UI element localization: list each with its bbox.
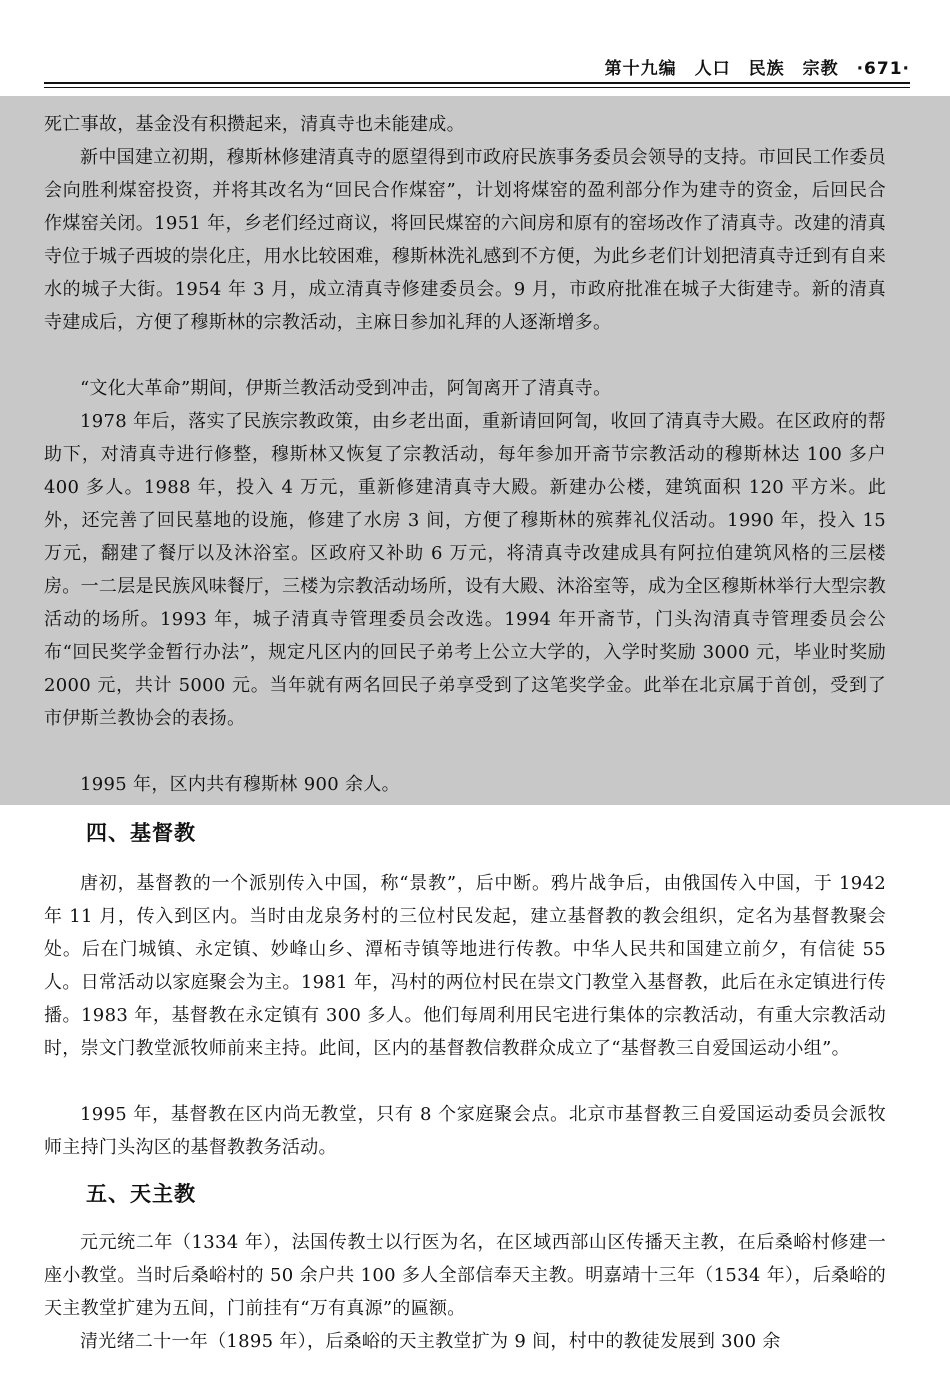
page-header [44,54,910,82]
paragraph-mosque-1978: 1978 年后，落实了民族宗教政策，由乡老出面，重新请回阿訇，收回了清真寺大殿。在区政府的帮助下，对清真寺进行修整，穆斯林又恢复了宗教活动，每年参加开斋节宗教活动的穆斯林达 100 多户 400 多人。1988 年，投入 4 万元，重新修建清真寺大殿。新建办公楼，建筑面积 120 平方米。此外，还完善了回民墓地的设施，修建了水房 3 间，方便了穆斯林的殡葬礼仪活动。1990 年，投入 15 万元，翻建了餐厅以及沐浴室。区政府又补助 6 万元，将清真寺改建成具有阿拉伯建筑风格的三层楼房。一二层是民族风味餐厅，三楼为宗教活动场所，设有大殿、沐浴室等，成为全区穆斯林举行大型宗教活动的场所。1993 年，城子清真寺管理委员会改选。1994 年开斋节，门头沟清真寺管理委员会公布“回民奖学金暂行办法”，规定凡区内的回民子弟考上公立大学的，入学时奖励 3000 元，毕业时奖励 2000 元，共计 5000 元。当年就有两名回民子弟享受到了这笔奖学金。此举在北京属于首创，受到了市伊斯兰教协会的表扬。 [44,411,886,729]
paragraph-catholicism-1895: 清光绪二十一年（1895 年），后桑峪的天主教堂扩为 9 间，村中的教徒发展到 300 余 [80,1331,781,1352]
heading-christianity: 四、基督教 [86,821,196,845]
paragraph-mosque-early-prc: 新中国建立初期，穆斯林修建清真寺的愿望得到市政府民族事务委员会领导的支持。市回民工作委员会向胜利煤窑投资，并将其改名为“回民合作煤窑”，计划将煤窑的盈利部分作为建寺的资金，后回民合作煤窑关闭。1951 年，乡老们经过商议，将回民煤窑的六间房和原有的窑场改作了清真寺。改建的清真寺位于城子西坡的崇化庄，用水比较困难，穆斯林洗礼感到不方便，为此乡老们计划把清真寺迁到有自来水的城子大街。1954 年 3 月，成立清真寺修建委员会。9 月，市政府批准在城子大街建寺。新的清真寺建成后，方便了穆斯林的宗教活动，主麻日参加礼拜的人逐渐增多。 [44,147,886,333]
paragraph-cultural-revolution: “文化大革命”期间，伊斯兰教活动受到冲击，阿訇离开了清真寺。 [80,378,612,399]
paragraph-muslims-1995: 1995 年，区内共有穆斯林 900 余人。 [80,774,400,795]
header-rule-thick [44,82,910,84]
paragraph-catholicism-history: 元元统二年（1334 年），法国传教士以行医为名，在区域西部山区传播天主教，在后桑峪村修建一座小教堂。当时后桑峪村的 50 余户共 100 多人全部信奉天主教。明嘉靖十三年（1534 年），后桑峪的天主教堂扩建为五间，门前挂有“万有真源”的匾额。 [44,1232,886,1319]
heading-catholicism: 五、天主教 [86,1182,196,1206]
paragraph-christianity-1995: 1995 年，基督教在区内尚无教堂，只有 8 个家庭聚会点。北京市基督教三自爱国运动委员会派牧师主持门头沟区的基督教教务活动。 [44,1104,886,1158]
paragraph-mosque-fund: 死亡事故，基金没有积攒起来，清真寺也未能建成。 [44,114,465,135]
paragraph-christianity-history: 唐初，基督教的一个派别传入中国，称“景教”，后中断。鸦片战争后，由俄国传入中国，于 1942 年 11 月，传入到区内。当时由龙泉务村的三位村民发起，建立基督教的教会组织，定名为基督教聚会处。后在门城镇、永定镇、妙峰山乡、潭柘寺镇等地进行传教。中华人民共和国建立前夕，有信徒 55 人。日常活动以家庭聚会为主。1981 年，冯村的两位村民在崇文门教堂入基督教，此后在永定镇进行传播。1983 年，基督教在永定镇有 300 多人。他们每周利用民宅进行集体的宗教活动，有重大宗教活动时，崇文门教堂派牧师前来主持。此间，区内的基督教信教群众成立了“基督教三自爱国运动小组”。 [44,873,886,1059]
running-title: 第十九编 人口 民族 宗教 ·671· [604,59,910,79]
header-rule-thin [44,87,910,88]
